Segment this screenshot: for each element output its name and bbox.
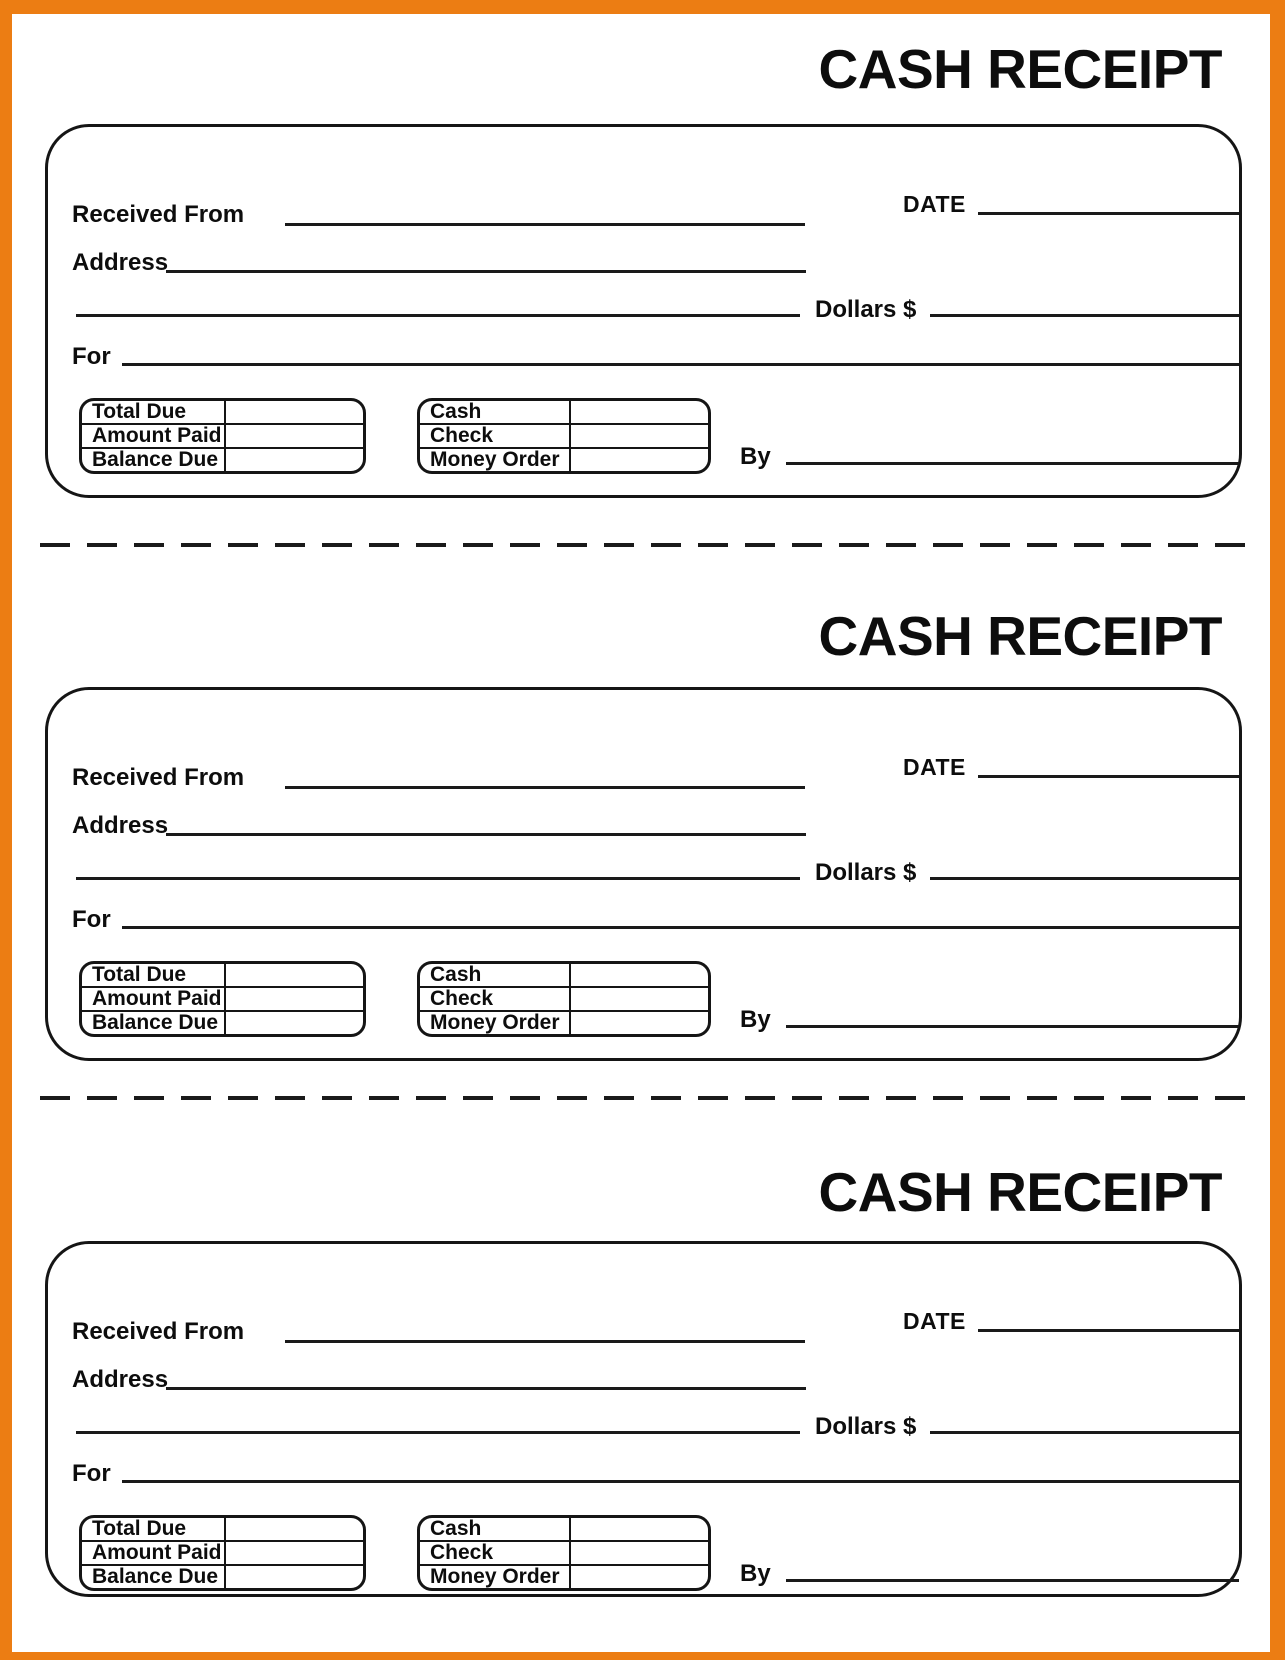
cash-value-cell[interactable] bbox=[571, 1518, 708, 1540]
table-row bbox=[82, 1564, 363, 1588]
for-line[interactable] bbox=[122, 900, 1239, 929]
for-label: For bbox=[72, 1460, 111, 1487]
table-row bbox=[420, 986, 708, 1010]
received-from-label: Received From bbox=[72, 201, 245, 228]
address-label: Address bbox=[72, 249, 169, 276]
check-label-cell: Check bbox=[420, 425, 571, 447]
check-value-cell[interactable] bbox=[571, 425, 708, 447]
table-row bbox=[82, 401, 363, 423]
by-label: By bbox=[740, 443, 771, 470]
dollars-line[interactable] bbox=[930, 288, 1239, 317]
balance-due-value-cell[interactable] bbox=[226, 449, 363, 471]
address-line[interactable] bbox=[166, 1361, 806, 1390]
dollars-label: Dollars $ bbox=[815, 859, 917, 886]
total-due-label-cell: Total Due bbox=[82, 401, 226, 423]
address-line[interactable] bbox=[166, 244, 806, 273]
table-row bbox=[420, 964, 708, 986]
received-from-label: Received From bbox=[72, 764, 245, 791]
amount-paid-label-cell: Amount Paid bbox=[82, 425, 226, 447]
date-line[interactable] bbox=[978, 186, 1239, 215]
cash-value-cell[interactable] bbox=[571, 964, 708, 986]
cash-label-cell: Cash bbox=[420, 1518, 571, 1540]
total-due-value-cell[interactable] bbox=[226, 401, 363, 423]
check-value-cell[interactable] bbox=[571, 1542, 708, 1564]
for-label: For bbox=[72, 906, 111, 933]
payment-table bbox=[417, 961, 711, 1037]
address-label: Address bbox=[72, 1366, 169, 1393]
summary-table bbox=[79, 1515, 366, 1591]
table-row bbox=[82, 447, 363, 471]
receipt-block-2 bbox=[12, 547, 1270, 1061]
received-from-line[interactable] bbox=[285, 1314, 805, 1343]
by-label: By bbox=[740, 1560, 771, 1587]
money-order-label-cell: Money Order bbox=[420, 449, 571, 471]
check-label-cell: Check bbox=[420, 1542, 571, 1564]
dollars-label: Dollars $ bbox=[815, 296, 917, 323]
summary-table bbox=[79, 961, 366, 1037]
amount-paid-label-cell: Amount Paid bbox=[82, 1542, 226, 1564]
money-order-label-cell: Money Order bbox=[420, 1012, 571, 1034]
table-row bbox=[82, 423, 363, 447]
table-row bbox=[420, 423, 708, 447]
by-line[interactable] bbox=[786, 436, 1239, 465]
payment-table bbox=[417, 1515, 711, 1591]
check-value-cell[interactable] bbox=[571, 988, 708, 1010]
dollars-line[interactable] bbox=[930, 1405, 1239, 1434]
receipt-title: CASH RECEIPT bbox=[818, 605, 1222, 667]
date-line[interactable] bbox=[978, 1303, 1239, 1332]
received-from-line[interactable] bbox=[285, 760, 805, 789]
table-row bbox=[420, 401, 708, 423]
receipt-card bbox=[45, 687, 1242, 1061]
received-from-line[interactable] bbox=[285, 197, 805, 226]
table-row bbox=[420, 1564, 708, 1588]
balance-due-label-cell: Balance Due bbox=[82, 449, 226, 471]
by-line[interactable] bbox=[786, 999, 1239, 1028]
address-line[interactable] bbox=[166, 807, 806, 836]
table-row bbox=[82, 1540, 363, 1564]
date-line[interactable] bbox=[978, 749, 1239, 778]
table-row bbox=[82, 1010, 363, 1034]
table-row bbox=[82, 1518, 363, 1540]
dollars-line[interactable] bbox=[930, 851, 1239, 880]
for-label: For bbox=[72, 343, 111, 370]
receipt-block-3 bbox=[12, 1100, 1270, 1597]
check-label-cell: Check bbox=[420, 988, 571, 1010]
address-label: Address bbox=[72, 812, 169, 839]
amount-paid-value-cell[interactable] bbox=[226, 425, 363, 447]
for-line[interactable] bbox=[122, 337, 1239, 366]
balance-due-value-cell[interactable] bbox=[226, 1566, 363, 1588]
total-due-value-cell[interactable] bbox=[226, 964, 363, 986]
for-line[interactable] bbox=[122, 1454, 1239, 1483]
address-line-2[interactable] bbox=[76, 1405, 800, 1434]
receipt-title: CASH RECEIPT bbox=[818, 1161, 1222, 1223]
by-line[interactable] bbox=[786, 1553, 1239, 1582]
table-row bbox=[420, 447, 708, 471]
summary-table bbox=[79, 398, 366, 474]
receipt-title: CASH RECEIPT bbox=[818, 38, 1222, 100]
payment-table bbox=[417, 398, 711, 474]
table-row bbox=[420, 1540, 708, 1564]
by-label: By bbox=[740, 1006, 771, 1033]
receipt-card bbox=[45, 124, 1242, 498]
cash-label-cell: Cash bbox=[420, 401, 571, 423]
received-from-label: Received From bbox=[72, 1318, 245, 1345]
cash-value-cell[interactable] bbox=[571, 401, 708, 423]
money-order-value-cell[interactable] bbox=[571, 449, 708, 471]
amount-paid-value-cell[interactable] bbox=[226, 1542, 363, 1564]
address-line-2[interactable] bbox=[76, 288, 800, 317]
balance-due-label-cell: Balance Due bbox=[82, 1566, 226, 1588]
balance-due-value-cell[interactable] bbox=[226, 1012, 363, 1034]
cash-label-cell: Cash bbox=[420, 964, 571, 986]
amount-paid-label-cell: Amount Paid bbox=[82, 988, 226, 1010]
table-row bbox=[82, 986, 363, 1010]
receipt-card bbox=[45, 1241, 1242, 1597]
table-row bbox=[82, 964, 363, 986]
address-line-2[interactable] bbox=[76, 851, 800, 880]
date-label: DATE bbox=[903, 191, 966, 217]
amount-paid-value-cell[interactable] bbox=[226, 988, 363, 1010]
money-order-label-cell: Money Order bbox=[420, 1566, 571, 1588]
total-due-label-cell: Total Due bbox=[82, 1518, 226, 1540]
total-due-label-cell: Total Due bbox=[82, 964, 226, 986]
table-row bbox=[420, 1010, 708, 1034]
date-label: DATE bbox=[903, 1308, 966, 1334]
money-order-value-cell[interactable] bbox=[571, 1566, 708, 1588]
balance-due-label-cell: Balance Due bbox=[82, 1012, 226, 1034]
receipt-block-1 bbox=[12, 14, 1270, 498]
dollars-label: Dollars $ bbox=[815, 1413, 917, 1440]
money-order-value-cell[interactable] bbox=[571, 1012, 708, 1034]
total-due-value-cell[interactable] bbox=[226, 1518, 363, 1540]
table-row bbox=[420, 1518, 708, 1540]
date-label: DATE bbox=[903, 754, 966, 780]
